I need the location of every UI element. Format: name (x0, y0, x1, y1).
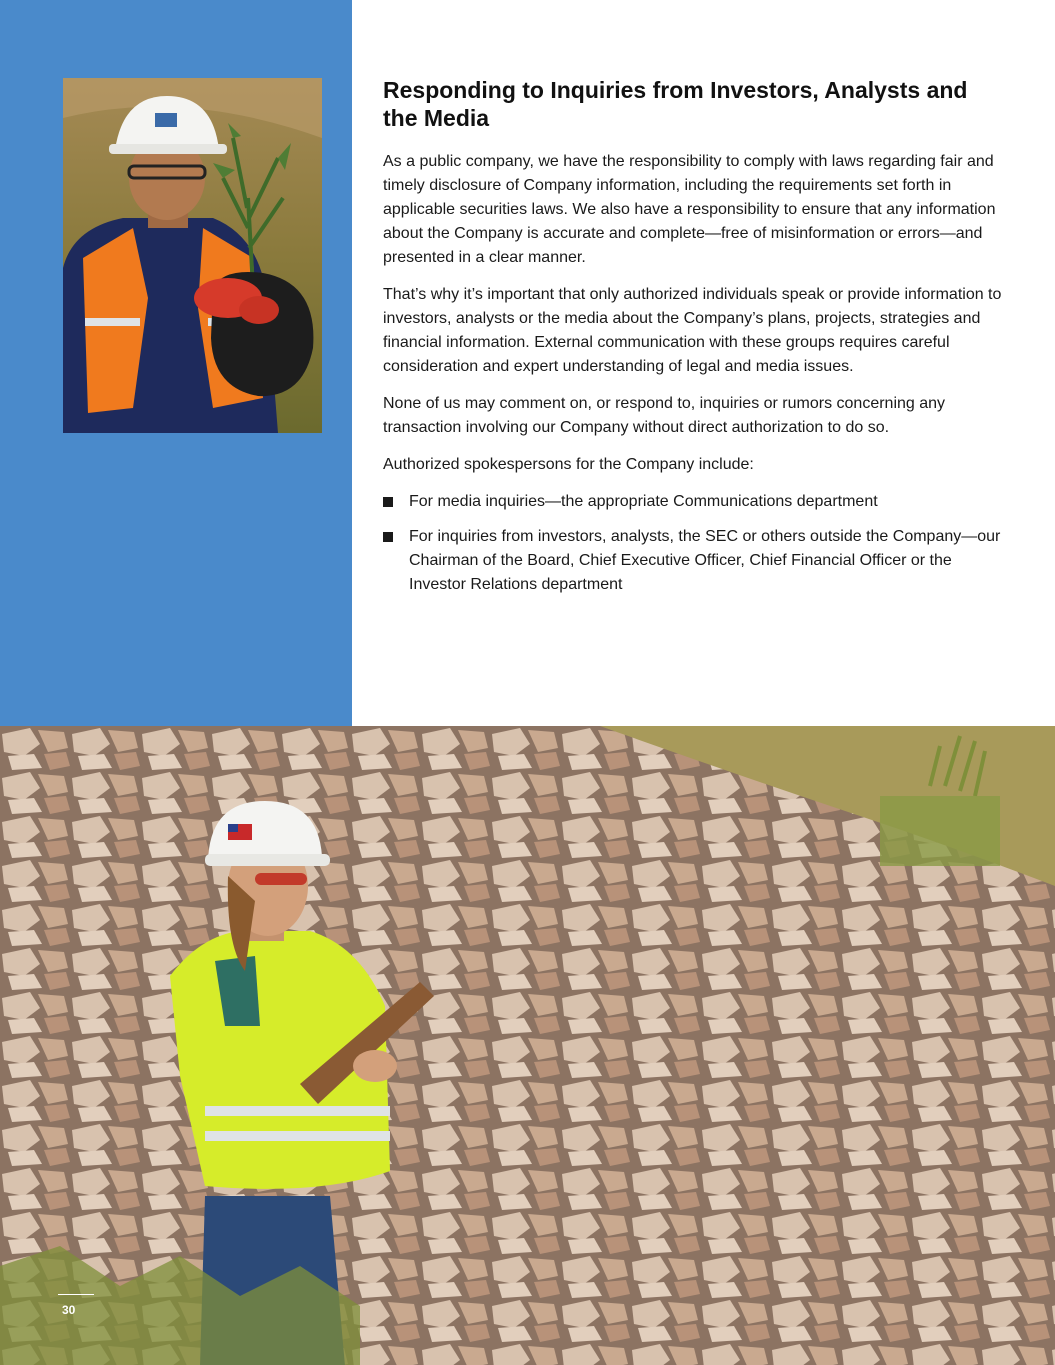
worker-with-seedling-photo (63, 78, 322, 433)
square-bullet-icon (383, 497, 393, 507)
page-number: 30 (62, 1303, 76, 1317)
list-item-text: For inquiries from investors, analysts, the SEC or others outside the Company—our Chairman of the Board, Chief Executive Officer, Chief Financial Officer or the Investor Relations department (409, 528, 1001, 593)
list-item-text: For media inquiries—the appropriate Communications department (409, 493, 878, 510)
list-item (383, 525, 1008, 597)
spokespersons-list (383, 490, 1008, 597)
rock-field-worker-photo (0, 726, 1055, 1365)
paragraph-no-comment: None of us may comment on, or respond to, inquiries or rumors concerning any transaction involving our Company without direct authorization to do so. (383, 395, 946, 436)
square-bullet-icon (383, 532, 393, 542)
article-title: Responding to Inquiries from Investors, Analysts and the Media (383, 77, 968, 131)
paragraph-spokespersons-intro: Authorized spokespersons for the Company include: (383, 456, 754, 473)
paragraph-disclosure: As a public company, we have the responsibility to comply with laws regarding fair and timely disclosure of Company information, including the requirements set forth in applicable securities laws. We also have a responsibility to ensure that any information about the Company is accurate and complete—free of misinformation or errors—and presented in a clear manner. (383, 153, 996, 266)
page-number-rule (58, 1294, 94, 1295)
article-content (383, 76, 1008, 608)
list-item (383, 490, 1008, 514)
paragraph-authorized-individuals: That’s why it’s important that only authorized individuals speak or provide information to investors, analysts or the media about the Company’s plans, projects, strategies and financial information. External communication with these groups requires careful consideration and expert understanding of legal and media issues. (383, 286, 1002, 375)
